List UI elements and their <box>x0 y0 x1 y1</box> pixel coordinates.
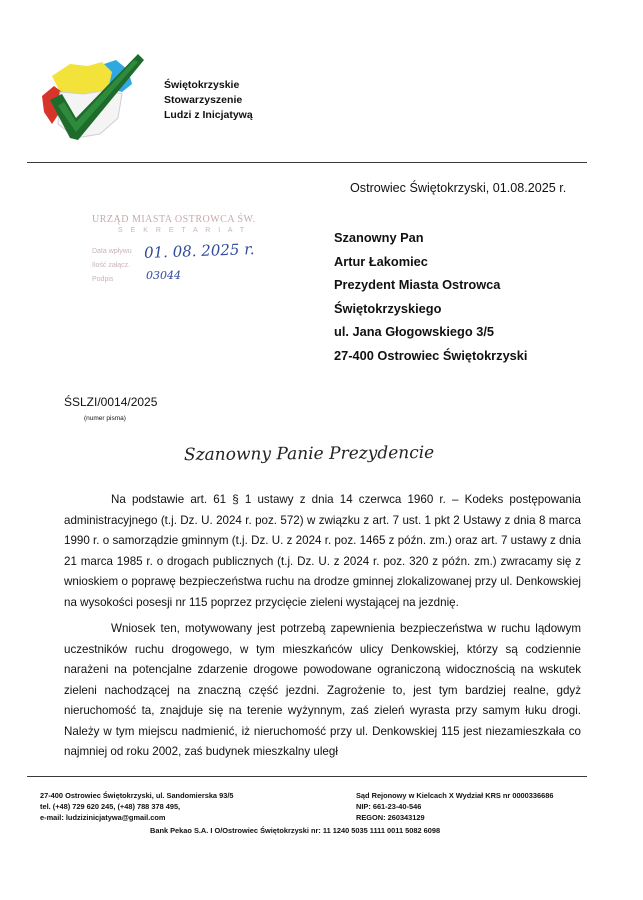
addressee-line: Szanowny Pan <box>334 230 424 245</box>
addressee-line: Prezydent Miasta Ostrowca <box>334 277 501 292</box>
footer-divider <box>27 776 587 777</box>
footer-bank-account: Bank Pekao S.A. I O/Ostrowiec Świętokrzyski nr: 11 1240 5035 1111 0011 5082 6098 <box>150 826 441 835</box>
organization-logo <box>40 48 150 148</box>
reference-number: ŚSLZI/0014/2025 <box>64 395 158 409</box>
footer-line: 27-400 Ostrowiec Świętokrzyski, ul. Sandomierska 93/5 <box>40 791 234 800</box>
body-paragraph: Na podstawie art. 61 § 1 ustawy z dnia 14 czerwca 1960 r. – Kodeks postępowania administracyjnego (t.j. Dz. U. 2024 r. poz. 572) w związku z art. 7 ust. 1 pkt 2 Ustawy z dnia 8 marca 1990 r. o samorządzie gminnym (t.j. Dz. U. z 2024 r. poz. 1465 z późn. zm.) oraz art. 7 ustawy z dnia 21 marca 1985 r. o drogach publicznych (t.j. Dz. U. z 2024 r. poz. 320 z późn. zm.) zwracamy się z wnioskiem o poprawę bezpieczeństwa ruchu na drodze gminnej zlokalizowanej przy ul. Denkowskiej na wysokości posesji nr 115 poprzez przycięcie zieleni wystającej na jezdnię. <box>64 493 581 609</box>
addressee-block <box>334 230 527 371</box>
addressee-line: Świętokrzyskiego <box>334 300 442 316</box>
org-name-line: Ludzi z Inicjatywą <box>164 109 253 121</box>
addressee-line: ul. Jana Głogowskiego 3/5 <box>334 324 495 339</box>
stamp-row-label: Podpis <box>92 276 114 283</box>
org-name-line: Stowarzyszenie <box>164 94 243 106</box>
body-paragraph: Wniosek ten, motywowany jest potrzebą zapewnienia bezpieczeństwa w ruchu lądowym uczestników ruchu drogowego, w tym mieszkańców ulicy Denkowskiej, którzy są codziennie narażeni na potencjalne zdarzenie drogowe powodowane ograniczoną widocznością na wskutek zieleni nachodzącej na znaczną część jezdni. Zagrożenie to, jest tym bardziej realne, gdyż nieruchomość ta, znajduje się na terenie wyżynnym, zaś zieleń wyrasta przy samym łuku drogi. Należy w tym miejscu nadmienić, iż nieruchomość przy ul. Denkowskiej 115 jest niezamieszkała co najmniej od roku 2002, zaś budynek mieszkalny uległ <box>64 622 581 758</box>
org-name-line: Świętokrzyskie <box>164 79 240 91</box>
place-date: Ostrowiec Świętokrzyski, 01.08.2025 r. <box>350 181 567 195</box>
stamp-header: URZĄD MIASTA OSTROWCA ŚW. <box>92 214 256 225</box>
footer-line: Sąd Rejonowy w Kielcach X Wydział KRS nr 0000336686 <box>356 791 554 800</box>
addressee-line: 27-400 Ostrowiec Świętokrzyski <box>334 347 528 363</box>
footer-contact <box>40 790 233 823</box>
footer-line: NIP: 661-23-40-546 <box>356 802 422 811</box>
stamp-handwritten-date: 01. 08. 2025 r. <box>143 240 255 262</box>
addressee-line: Artur Łakomiec <box>334 253 428 269</box>
stamp-handwritten-number: 03044 <box>146 269 181 282</box>
stamp-row-label: Ilość załącz. <box>92 262 131 269</box>
stamp-sub: S E K R E T A R I A T <box>118 227 248 234</box>
footer-registration <box>356 790 553 823</box>
footer-line: e-mail: ludzizinicjatywa@gmail.com <box>40 813 166 822</box>
footer-line: REGON: 260343129 <box>356 813 425 822</box>
header-divider <box>27 162 587 163</box>
stamp-row-label: Data wpływu <box>92 248 132 255</box>
footer-line: tel. (+48) 729 620 245, (+48) 788 378 495, <box>40 802 181 811</box>
handwritten-salutation: Szanowny Panie Prezydencie <box>183 442 435 466</box>
reference-label: (numer pisma) <box>84 415 126 422</box>
letter-body <box>64 490 581 769</box>
registry-stamp <box>88 214 288 294</box>
organization-name <box>164 78 253 123</box>
